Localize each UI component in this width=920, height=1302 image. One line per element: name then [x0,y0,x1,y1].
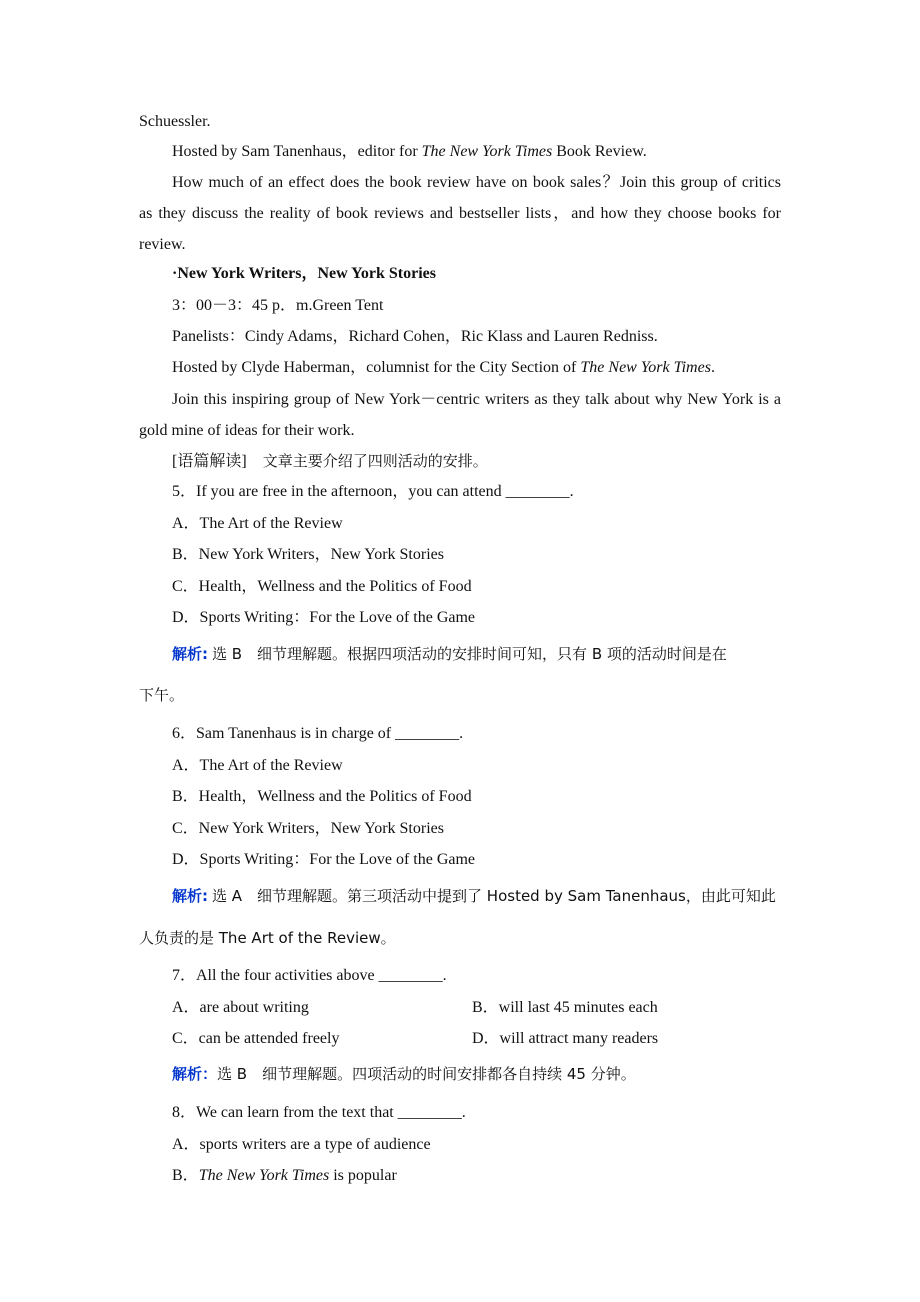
text: Hosted by Sam Tanenhaus，editor for [172,143,422,160]
summary-text: 文章主要介绍了四则活动的安排。 [262,452,488,470]
explanation-cont: 下午。 [139,686,185,704]
explanation-label: 解析: [172,887,208,905]
option: D．Sports Writing：For the Love of the Game [172,851,476,868]
question-stem: 5．If you are free in the afternoon，you can attend ________. [172,483,574,500]
option: A．The Art of the Review [172,757,343,774]
passage-line: review. [139,236,186,253]
text: B． [172,1167,199,1184]
option: B．will last 45 minutes each [472,999,658,1016]
option: D．Sports Writing：For the Love of the Game [172,609,476,626]
text: is popular [329,1167,397,1184]
question-stem: 7．All the four activities above ________. [172,967,447,984]
option: A．The Art of the Review [172,515,343,532]
option: B．New York Writers，New York Stories [172,546,444,563]
explanation [172,1064,781,1085]
question-stem: 6．Sam Tanenhaus is in charge of ________. [172,725,464,742]
passage-line: gold mine of ideas for their work. [139,422,355,439]
explanation-text: 选 B 细节理解题。四项活动的时间安排都各自持续 45 分钟。 [217,1065,636,1083]
option: A．are about writing [172,999,309,1016]
panelists: Panelists：Cindy Adams，Richard Cohen，Ric Klass and Lauren Redniss. [172,328,658,345]
explanation-text: 选 A 细节理解题。第三项活动中提到了 Hosted by Sam Tanenhaus，由此可知此 [212,887,776,905]
explanation [172,886,781,907]
option: B．Health，Wellness and the Politics of Food [172,788,472,805]
host-line [172,358,781,378]
event-time: 3：00－3：45 p．m.Green Tent [172,297,384,314]
question-stem: 8．We can learn from the text that ________. [172,1104,466,1121]
option: D．will attract many readers [472,1030,659,1047]
text: . [710,359,715,376]
passage-line: Join this inspiring group of New York－centric writers as they talk about why New York is a [172,391,781,408]
summary-label: [语篇解读] [172,453,247,470]
option: C．Health，Wellness and the Politics of Food [172,578,472,595]
option: C．New York Writers，New York Stories [172,820,444,837]
option [172,1166,781,1186]
explanation-label: 解析: [172,645,208,663]
explanation-cont: 人负责的是 The Art of the Review。 [139,929,396,947]
newspaper-title: The New York Times [198,1167,330,1184]
summary [172,451,781,472]
text: Book Review. [552,143,647,160]
passage-line: How much of an effect does the book review have on book sales？Join this group of critics [172,174,781,191]
explanation [172,644,781,665]
passage-line: Schuessler. [139,113,211,130]
explanation-label: 解析： [172,1065,218,1083]
explanation-text: 选 B 细节理解题。根据四项活动的安排时间可知，只有 B 项的活动时间是在 [212,645,727,663]
passage-line [172,142,781,162]
option: A．sports writers are a type of audience [172,1136,431,1153]
newspaper-title: The New York Times [580,359,711,376]
passage-line: as they discuss the reality of book reviews and bestseller lists，and how they choose books for [139,205,781,222]
text: Hosted by Clyde Haberman，columnist for the City Section of [172,359,581,376]
option: C．can be attended freely [172,1030,340,1047]
newspaper-title: The New York Times [421,143,553,160]
event-title: ·New York Writers，New York Stories [172,265,436,282]
